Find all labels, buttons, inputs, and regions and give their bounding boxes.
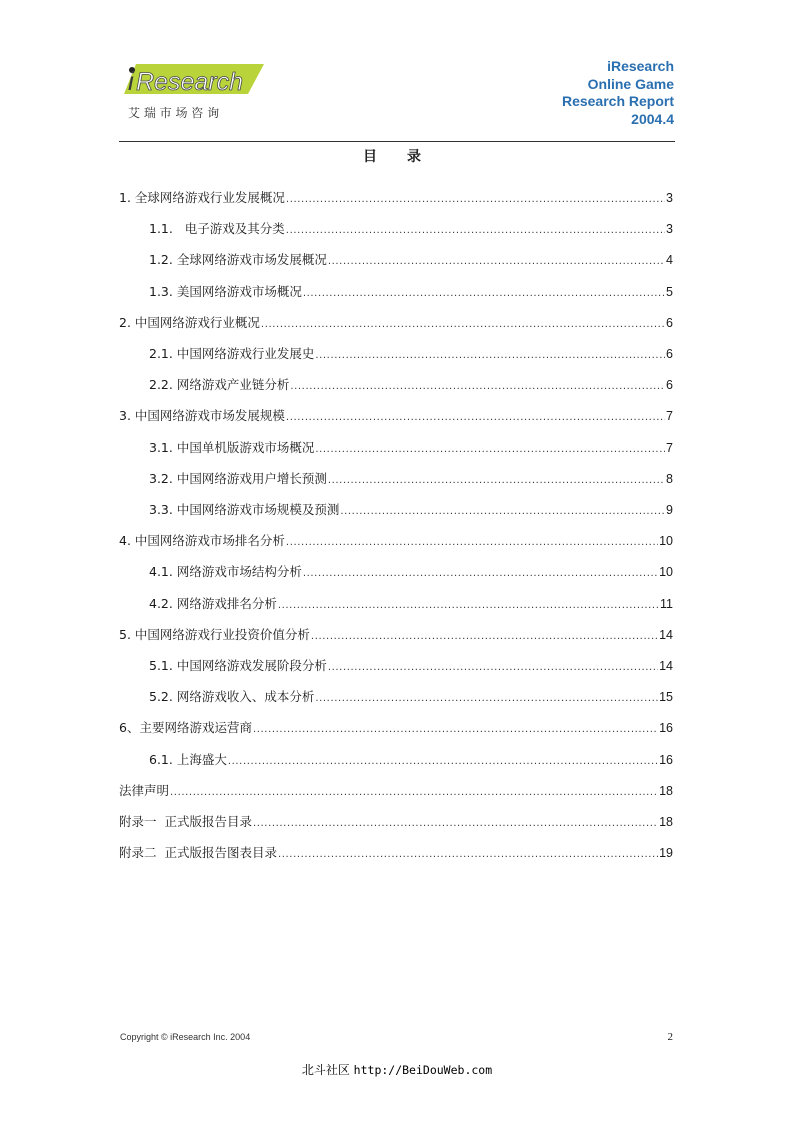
copyright-text: Copyright © iResearch Inc. 2004 bbox=[120, 1032, 251, 1042]
page-number: 2 bbox=[667, 1031, 673, 1043]
toc-entry[interactable] bbox=[149, 688, 673, 706]
toc-entry[interactable] bbox=[119, 314, 673, 332]
toc-entry-number: 1.2. bbox=[149, 252, 177, 267]
toc-entry-page: 4 bbox=[666, 253, 673, 267]
toc-entry[interactable] bbox=[149, 283, 673, 301]
toc-entry-page: 14 bbox=[659, 659, 673, 673]
toc-entry-label: 附录二 正式版报告图表目录 bbox=[119, 845, 277, 860]
toc-entry-page: 6 bbox=[666, 347, 673, 361]
toc-dot-leader bbox=[328, 659, 658, 677]
toc-entry[interactable] bbox=[149, 563, 673, 581]
toc-entry-number: 1.3. bbox=[149, 284, 177, 299]
toc-entry-label: 网络游戏产业链分析 bbox=[176, 377, 290, 392]
toc-dot-leader bbox=[253, 721, 658, 739]
toc-dot-leader bbox=[253, 815, 658, 833]
report-title-line: Online Game bbox=[587, 75, 674, 92]
report-title-line: iResearch bbox=[607, 58, 674, 74]
svg-text:Research: Research bbox=[136, 68, 243, 96]
toc-entry-label: 中国网络游戏市场规模及预测 bbox=[176, 502, 340, 517]
toc-entry-number: 5.1. bbox=[149, 658, 177, 673]
toc-dot-leader bbox=[315, 690, 658, 708]
watermark-url[interactable]: http://BeiDouWeb.com bbox=[353, 1063, 493, 1077]
toc-entry-number: 3. bbox=[119, 408, 135, 423]
toc-entry[interactable] bbox=[119, 407, 673, 425]
toc-dot-leader bbox=[278, 597, 659, 615]
toc-entry-page: 16 bbox=[659, 753, 673, 767]
toc-entry-label: 上海盛大 bbox=[176, 752, 227, 767]
toc-entry[interactable] bbox=[149, 470, 673, 488]
toc-dot-leader bbox=[311, 628, 658, 646]
toc-entry-number: 6、 bbox=[119, 720, 140, 735]
toc-entry[interactable] bbox=[119, 189, 673, 207]
toc-entry-label: 主要网络游戏运营商 bbox=[139, 720, 252, 735]
toc-heading: 目录 bbox=[363, 149, 451, 165]
toc-entry-page: 18 bbox=[659, 815, 673, 829]
toc-entry-page: 10 bbox=[659, 534, 673, 548]
toc-entry-page: 18 bbox=[659, 784, 673, 798]
toc-entry[interactable] bbox=[149, 595, 673, 613]
toc-entry[interactable] bbox=[119, 719, 673, 737]
toc-entry-label: 美国网络游戏市场概况 bbox=[176, 284, 302, 299]
iresearch-logo bbox=[122, 60, 264, 122]
toc-entry[interactable] bbox=[119, 626, 673, 644]
toc-entry-label: 中国网络游戏市场排名分析 bbox=[134, 533, 285, 548]
toc-entry-number: 2.2. bbox=[149, 377, 177, 392]
toc-dot-leader bbox=[170, 784, 658, 802]
toc-entry-page: 19 bbox=[659, 846, 673, 860]
toc-entry-label: 中国网络游戏发展阶段分析 bbox=[176, 658, 327, 673]
toc-entry-number: 1.1. bbox=[149, 221, 185, 236]
toc-entry-page: 16 bbox=[659, 721, 673, 735]
toc-entry-label: 中国单机版游戏市场概况 bbox=[176, 440, 315, 455]
toc-entry-page: 9 bbox=[666, 503, 673, 517]
toc-entry-number: 1. bbox=[119, 190, 135, 205]
toc-entry-number: 5.2. bbox=[149, 689, 177, 704]
toc-entry-page: 15 bbox=[659, 690, 673, 704]
toc-entry-label: 网络游戏市场结构分析 bbox=[176, 564, 302, 579]
toc-dot-leader bbox=[340, 503, 665, 521]
toc-dot-leader bbox=[278, 846, 658, 864]
toc-entry-label: 网络游戏收入、成本分析 bbox=[176, 689, 315, 704]
toc-dot-leader bbox=[328, 472, 665, 490]
toc-entry-number: 5. bbox=[119, 627, 135, 642]
toc-entry-label: 法律声明 bbox=[119, 783, 170, 798]
toc-entry[interactable] bbox=[119, 813, 673, 831]
toc-entry[interactable] bbox=[149, 376, 673, 394]
toc-entry-page: 6 bbox=[666, 378, 673, 392]
toc-entry[interactable] bbox=[149, 345, 673, 363]
toc-entry-number: 4. bbox=[119, 533, 135, 548]
toc-entry-page: 14 bbox=[659, 628, 673, 642]
report-title-line: Research Report bbox=[561, 93, 674, 109]
toc-entry-page: 5 bbox=[666, 285, 673, 299]
toc-entry-page: 8 bbox=[666, 472, 673, 486]
toc-entry-number: 4.2. bbox=[149, 596, 177, 611]
toc-entry-page: 7 bbox=[666, 409, 673, 423]
toc-dot-leader bbox=[315, 347, 665, 365]
toc-entry-label: 中国网络游戏市场发展规模 bbox=[134, 408, 285, 423]
toc-entry-label: 全球网络游戏行业发展概况 bbox=[134, 190, 285, 205]
toc-entry[interactable] bbox=[149, 501, 673, 519]
header-divider bbox=[119, 141, 675, 142]
toc-entry-label: 中国网络游戏行业投资价值分析 bbox=[134, 627, 310, 642]
toc-entry[interactable] bbox=[149, 751, 673, 769]
svg-text:艾 瑞 市 场 咨 询: 艾 瑞 市 场 咨 询 bbox=[128, 106, 220, 120]
toc-entry[interactable] bbox=[149, 657, 673, 675]
toc-entry-page: 7 bbox=[666, 441, 673, 455]
toc-entry-page: 3 bbox=[666, 191, 673, 205]
toc-entry-number: 2. bbox=[119, 315, 135, 330]
toc-dot-leader bbox=[261, 316, 665, 334]
toc-entry[interactable] bbox=[149, 439, 673, 457]
toc-entry-label: 全球网络游戏市场发展概况 bbox=[176, 252, 327, 267]
toc-entry-label: 网络游戏排名分析 bbox=[176, 596, 277, 611]
toc-entry[interactable] bbox=[119, 844, 673, 862]
toc-dot-leader bbox=[303, 285, 665, 303]
toc-entry[interactable] bbox=[119, 532, 673, 550]
svg-text:i: i bbox=[128, 66, 134, 96]
toc-dot-leader bbox=[290, 378, 665, 396]
toc-entry-page: 3 bbox=[666, 222, 673, 236]
toc-entry-number: 4.1. bbox=[149, 564, 177, 579]
report-title bbox=[562, 58, 674, 128]
toc-dot-leader bbox=[286, 534, 658, 552]
toc-entry-number: 6.1. bbox=[149, 752, 177, 767]
toc-dot-leader bbox=[328, 253, 665, 271]
report-title-line: 2004.4 bbox=[631, 110, 674, 127]
toc-dot-leader bbox=[303, 565, 658, 583]
toc-entry[interactable] bbox=[119, 782, 673, 800]
toc-entry-label: 附录一 正式版报告目录 bbox=[119, 814, 252, 829]
toc-entry-number: 3.3. bbox=[149, 502, 177, 517]
toc-entry-label: 中国网络游戏用户增长预测 bbox=[176, 471, 327, 486]
toc-dot-leader bbox=[286, 191, 665, 209]
toc-dot-leader bbox=[286, 409, 665, 427]
toc-entry-page: 11 bbox=[660, 597, 673, 611]
toc-entry-page: 10 bbox=[659, 565, 673, 579]
toc-dot-leader bbox=[228, 753, 658, 771]
watermark bbox=[0, 1061, 794, 1078]
toc-entry-label: 电子游戏及其分类 bbox=[184, 221, 285, 236]
toc-entry[interactable] bbox=[149, 220, 673, 238]
toc-entry-label: 中国网络游戏行业发展史 bbox=[176, 346, 315, 361]
toc-entry-number: 3.2. bbox=[149, 471, 177, 486]
watermark-label: 北斗社区 bbox=[301, 1063, 350, 1077]
toc-entry[interactable] bbox=[149, 251, 673, 269]
toc-dot-leader bbox=[286, 222, 665, 240]
toc-entry-page: 6 bbox=[666, 316, 673, 330]
toc-entry-label: 中国网络游戏行业概况 bbox=[134, 315, 260, 330]
toc-dot-leader bbox=[315, 441, 665, 459]
toc-entry-number: 3.1. bbox=[149, 440, 177, 455]
toc-entry-number: 2.1. bbox=[149, 346, 177, 361]
